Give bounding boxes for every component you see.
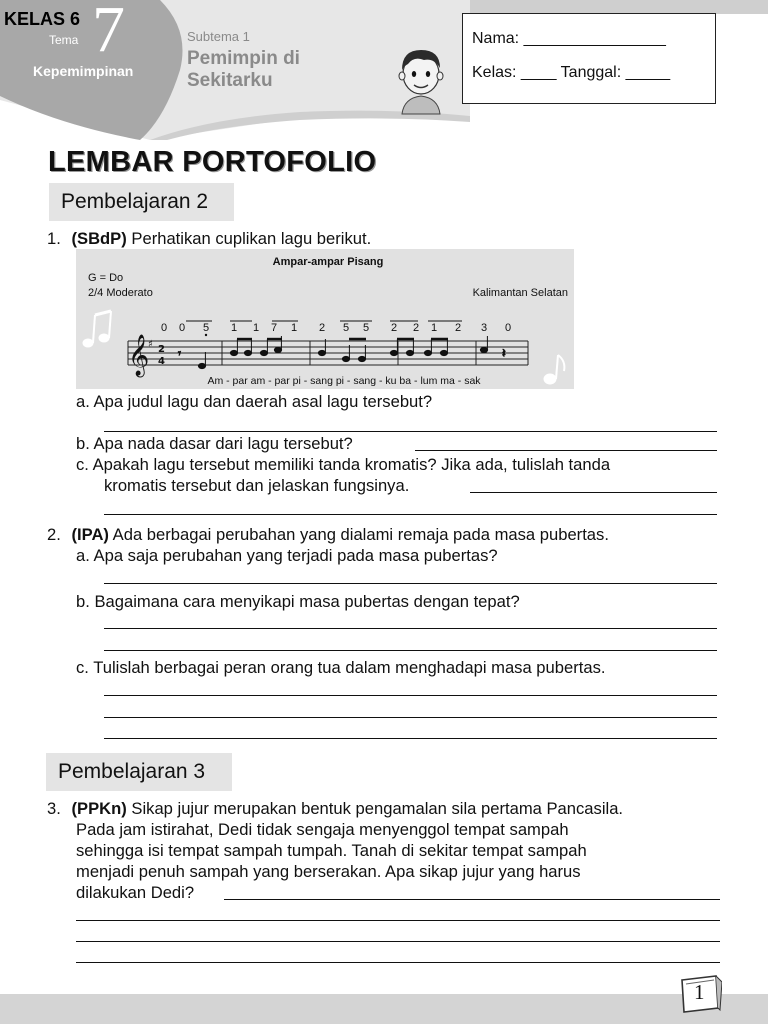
identity-box: [462, 13, 716, 104]
question-3-line-4: menjadi penuh sampah yang berserakan. Apa sikap jujur yang harus: [76, 862, 581, 881]
answer-line[interactable]: [104, 628, 717, 629]
music-note-icon: [83, 311, 111, 347]
question-3-line-3: sehingga isi tempat sampah tumpah. Tanah di sekitar tempat sampah: [76, 841, 587, 860]
question-number: 1.: [47, 229, 61, 248]
tema-title: Kepemimpinan: [33, 63, 134, 79]
question-3-line-5: dilakukan Dedi?: [76, 883, 195, 902]
rest-icon: 𝄽: [502, 346, 506, 360]
question-text: Sikap jujur merupakan bentuk pengamalan sila pertama Pancasila.: [126, 799, 624, 818]
answer-line[interactable]: [224, 899, 720, 900]
staff-note: [358, 356, 365, 361]
answer-line[interactable]: [76, 941, 720, 942]
staff-note: [260, 350, 267, 355]
staff-note: [440, 350, 447, 355]
staff-note: [390, 350, 397, 355]
answer-line[interactable]: [104, 514, 717, 515]
subject-tag: (SBdP): [71, 229, 127, 248]
tema-label: Tema: [49, 33, 79, 47]
answer-line[interactable]: [104, 717, 717, 718]
time-signature: 4: [158, 356, 165, 367]
subject-tag: (IPA): [71, 525, 109, 544]
answer-line[interactable]: [104, 583, 717, 584]
notation-digit: 1: [230, 322, 238, 334]
section-badge-pembelajaran-3: Pembelajaran 3: [46, 753, 232, 791]
subtema-title: Pemimpin di Sekitarku: [187, 48, 300, 91]
notation-digit: 1: [430, 322, 438, 334]
rest-icon: 𝄾: [178, 347, 181, 360]
answer-line[interactable]: [76, 962, 720, 963]
treble-clef-icon: 𝄞: [128, 335, 150, 376]
question-2a: a. Apa saja perubahan yang terjadi pada masa pubertas?: [76, 546, 498, 565]
staff-note: [480, 347, 487, 352]
staff-note: [406, 350, 413, 355]
notation-digit: 0: [178, 322, 186, 334]
page-number: 1: [694, 980, 705, 1004]
time-signature: 2: [158, 344, 165, 355]
song-tempo: 2/4 Moderato: [88, 287, 153, 299]
notation-digit: 5: [202, 322, 210, 334]
question-3: [47, 798, 623, 819]
staff-note: [230, 350, 237, 355]
question-1b: b. Apa nada dasar dari lagu tersebut?: [76, 434, 353, 453]
question-1a: a. Apa judul lagu dan daerah asal lagu tersebut?: [76, 392, 433, 411]
answer-line[interactable]: [470, 492, 717, 493]
answer-line[interactable]: [76, 920, 720, 921]
footer-strip: [0, 994, 768, 1024]
song-title: Ampar-ampar Pisang: [272, 256, 384, 268]
song-lyrics: Am - par am - par pi - sang pi - sang - ku ba - lum ma - sak: [207, 375, 481, 387]
notation-digit: 2: [454, 322, 462, 334]
question-2: [47, 524, 609, 545]
question-2c: c. Tulislah berbagai peran orang tua dalam menghadapi masa pubertas.: [76, 658, 606, 677]
staff-note: [318, 350, 325, 355]
kelas-label: KELAS 6: [4, 9, 81, 29]
question-number: 3.: [47, 799, 61, 818]
notation-digit: 3: [480, 322, 488, 334]
nama-field[interactable]: Nama: ________________: [472, 30, 666, 47]
staff-note: [424, 350, 431, 355]
notation-digit: 1: [290, 322, 298, 334]
song-key: G = Do: [88, 272, 124, 284]
question-2b: b. Bagaimana cara menyikapi masa pubertas dengan tepat?: [76, 592, 520, 611]
song-origin: Kalimantan Selatan: [472, 287, 568, 299]
tema-number: 7: [92, 0, 125, 66]
boy-illustration: [388, 44, 454, 118]
music-note-icon: [544, 355, 564, 384]
number-notation: [161, 322, 511, 336]
staff-note: [244, 350, 251, 355]
notation-digit: 7: [270, 322, 278, 334]
answer-line[interactable]: [415, 450, 717, 451]
staff-note: [198, 363, 205, 368]
answer-line[interactable]: [104, 695, 717, 696]
answer-line[interactable]: [104, 650, 717, 651]
question-text: Perhatikan cuplikan lagu berikut.: [126, 229, 372, 248]
kelas-tanggal-field[interactable]: Kelas: ____ Tanggal: _____: [472, 64, 671, 81]
question-1: [47, 228, 371, 249]
notation-digit: 2: [412, 322, 420, 334]
page-title: LEMBAR PORTOFOLIO: [48, 146, 377, 178]
song-excerpt: [76, 249, 574, 389]
subject-tag: (PPKn): [71, 799, 127, 818]
notation-digit: 0: [160, 322, 168, 334]
section-badge-pembelajaran-2: Pembelajaran 2: [49, 183, 234, 221]
question-number: 2.: [47, 525, 61, 544]
key-signature-sharp: ♯: [148, 339, 153, 350]
question-1c-continued: kromatis tersebut dan jelaskan fungsinya.: [104, 476, 410, 495]
answer-line[interactable]: [104, 431, 717, 432]
staff-note: [274, 347, 281, 352]
low-octave-dot: [205, 334, 207, 336]
notation-digit: 5: [362, 322, 370, 334]
notation-digit: 0: [504, 322, 512, 334]
notation-digit: 2: [318, 322, 326, 334]
subtema-label: Subtema 1: [187, 29, 250, 44]
notation-digit: 5: [342, 322, 350, 334]
notation-digit: 2: [390, 322, 398, 334]
question-text: Ada berbagai perubahan yang dialami remaja pada masa pubertas.: [108, 525, 609, 544]
question-3-line-2: Pada jam istirahat, Dedi tidak sengaja menyenggol tempat sampah: [76, 820, 569, 839]
notation-digit: 1: [252, 322, 260, 334]
question-1c: c. Apakah lagu tersebut memiliki tanda kromatis? Jika ada, tulislah tanda: [76, 455, 611, 474]
answer-line[interactable]: [104, 738, 717, 739]
staff-note: [342, 356, 349, 361]
